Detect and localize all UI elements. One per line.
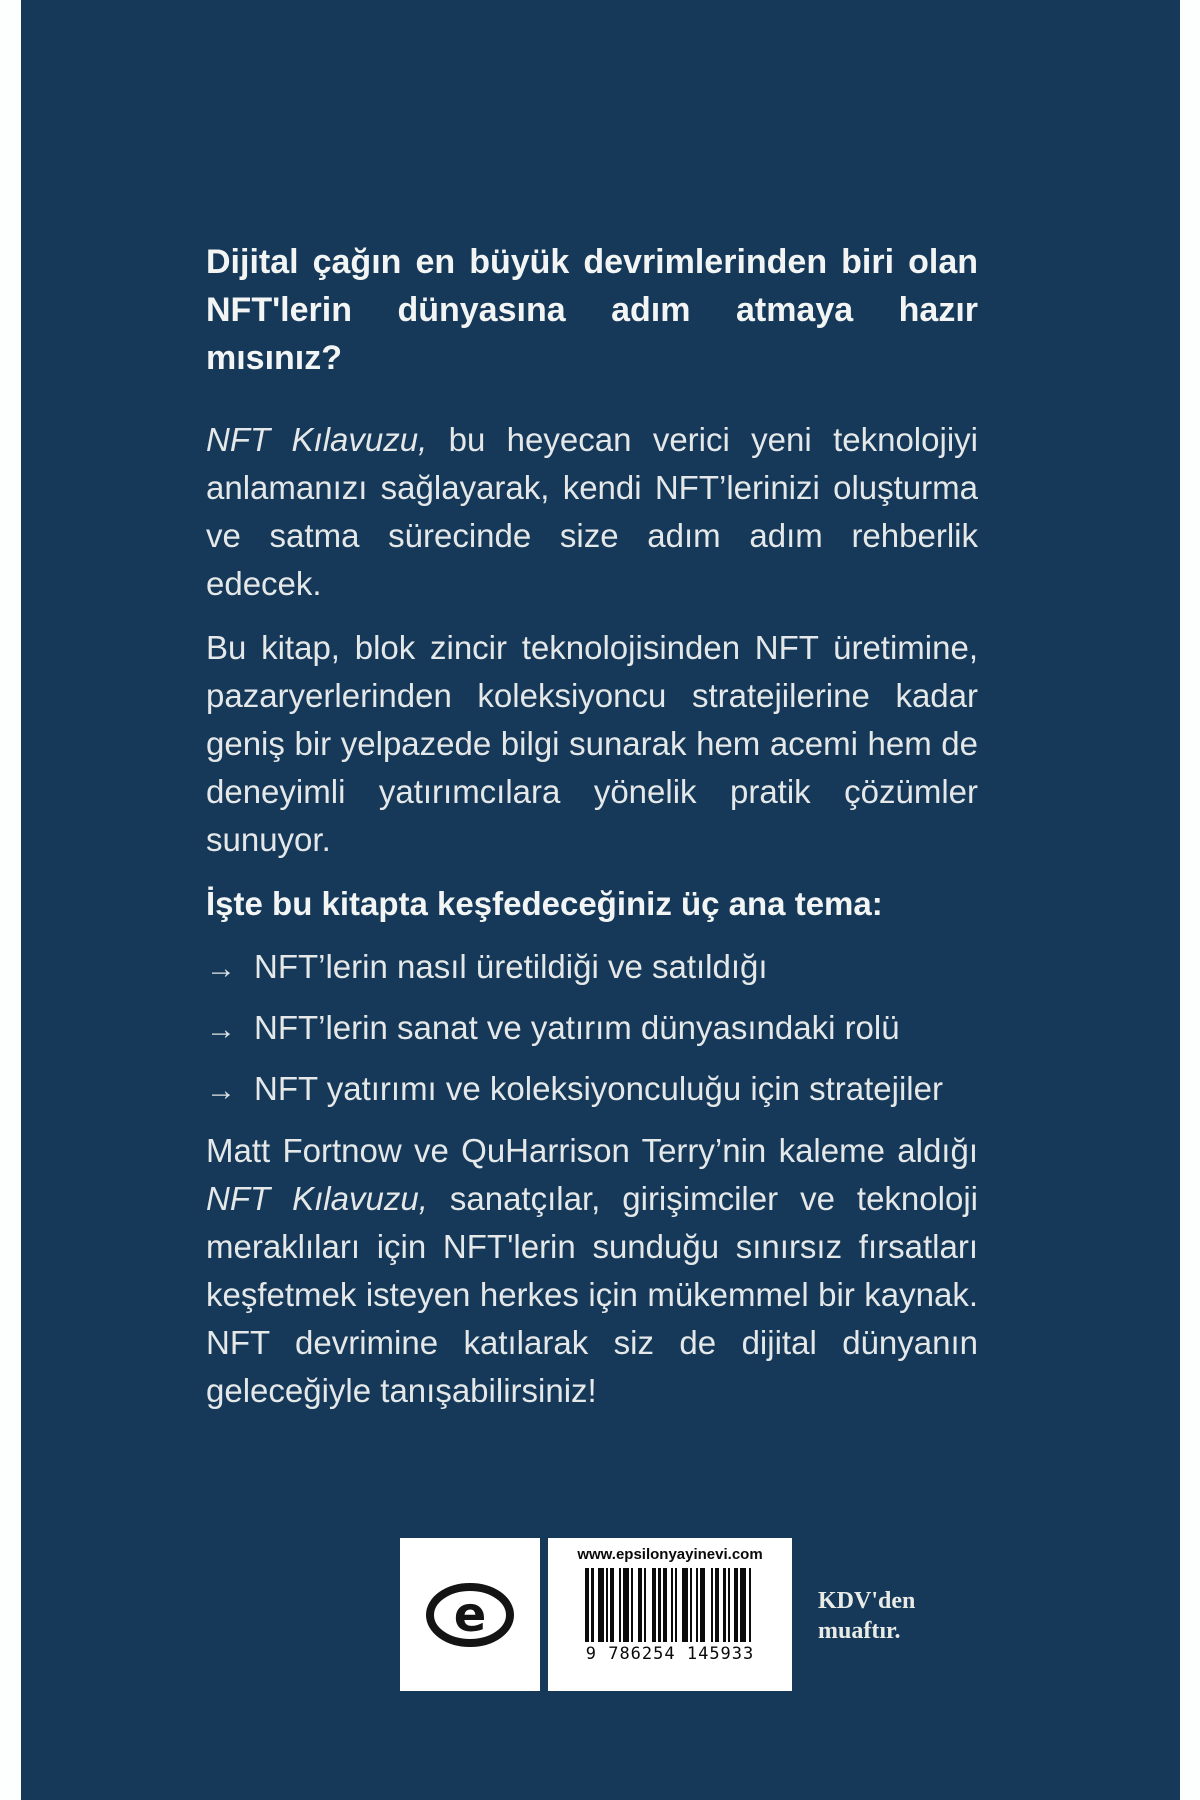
theme-item	[206, 1066, 978, 1114]
epsilon-logo-letter: e	[453, 1586, 487, 1643]
book-title-italic: NFT Kılavuzu,	[206, 421, 428, 458]
themes-list	[206, 944, 978, 1114]
outro-paragraph	[206, 1127, 978, 1415]
isbn-number: 9 786254 145933	[585, 1644, 755, 1664]
outro-after-text: sanatçılar, girişimciler ve teknoloji meraklıları için NFT'lerin sunduğu sınırsız fırsatları keşfetmek isteyen herkes için mükemmel bir kaynak. NFT devrimine katılarak siz de dijital dünyanın geleceğiyle tanışabilirsiniz!	[206, 1180, 978, 1409]
epsilon-logo-icon	[410, 1570, 530, 1660]
cover-heading: Dijital çağın en büyük devrimlerinden biri olan NFT'lerin dünyasına adım atmaya hazır mısınız?	[206, 243, 978, 377]
outro-before-text: Matt Fortnow ve QuHarrison Terry’nin kaleme aldığı	[206, 1132, 978, 1169]
ean-barcode	[585, 1568, 755, 1642]
arrow-right-icon: →	[206, 1074, 236, 1107]
theme-item-label: NFT’lerin nasıl üretildiği ve satıldığı	[254, 948, 768, 985]
tax-note-line2: muaftır.	[818, 1618, 901, 1644]
publisher-logo-box	[400, 1538, 540, 1691]
themes-heading: İşte bu kitapta keşfedeceğiniz üç ana tema:	[206, 885, 883, 922]
book-title-italic: NFT Kılavuzu,	[206, 1180, 428, 1217]
tax-exempt-note	[818, 1586, 915, 1646]
arrow-right-icon: →	[206, 952, 236, 985]
theme-item	[206, 944, 978, 992]
tax-note-line1: KDV'den	[818, 1588, 916, 1614]
footer-publisher-row	[400, 1538, 792, 1691]
theme-item-label: NFT yatırımı ve koleksiyonculuğu için stratejiler	[254, 1070, 943, 1107]
theme-item-label: NFT’lerin sanat ve yatırım dünyasındaki rolü	[254, 1009, 900, 1046]
intro-paragraph-text: bu heyecan verici yeni teknolojiyi anlamanızı sağlayarak, kendi NFT’lerinizi oluşturma ve satma sürecinde size adım adım rehberlik edecek.	[206, 421, 978, 602]
barcode-box	[548, 1538, 792, 1691]
body-paragraph: Bu kitap, blok zincir teknolojisinden NFT üretimine, pazaryerlerinden koleksiyoncu stratejilerine kadar geniş bir yelpazede bilgi sunarak hem acemi hem de deneyimli yatırımcılara yönelik pratik çözümler sunuyor.	[206, 629, 978, 858]
intro-paragraph	[206, 416, 978, 608]
publisher-website: www.epsilonyayinevi.com	[577, 1546, 763, 1563]
theme-item	[206, 1005, 978, 1053]
arrow-right-icon: →	[206, 1013, 236, 1046]
back-cover-text-block	[206, 238, 978, 1431]
book-back-cover	[21, 0, 1180, 1800]
